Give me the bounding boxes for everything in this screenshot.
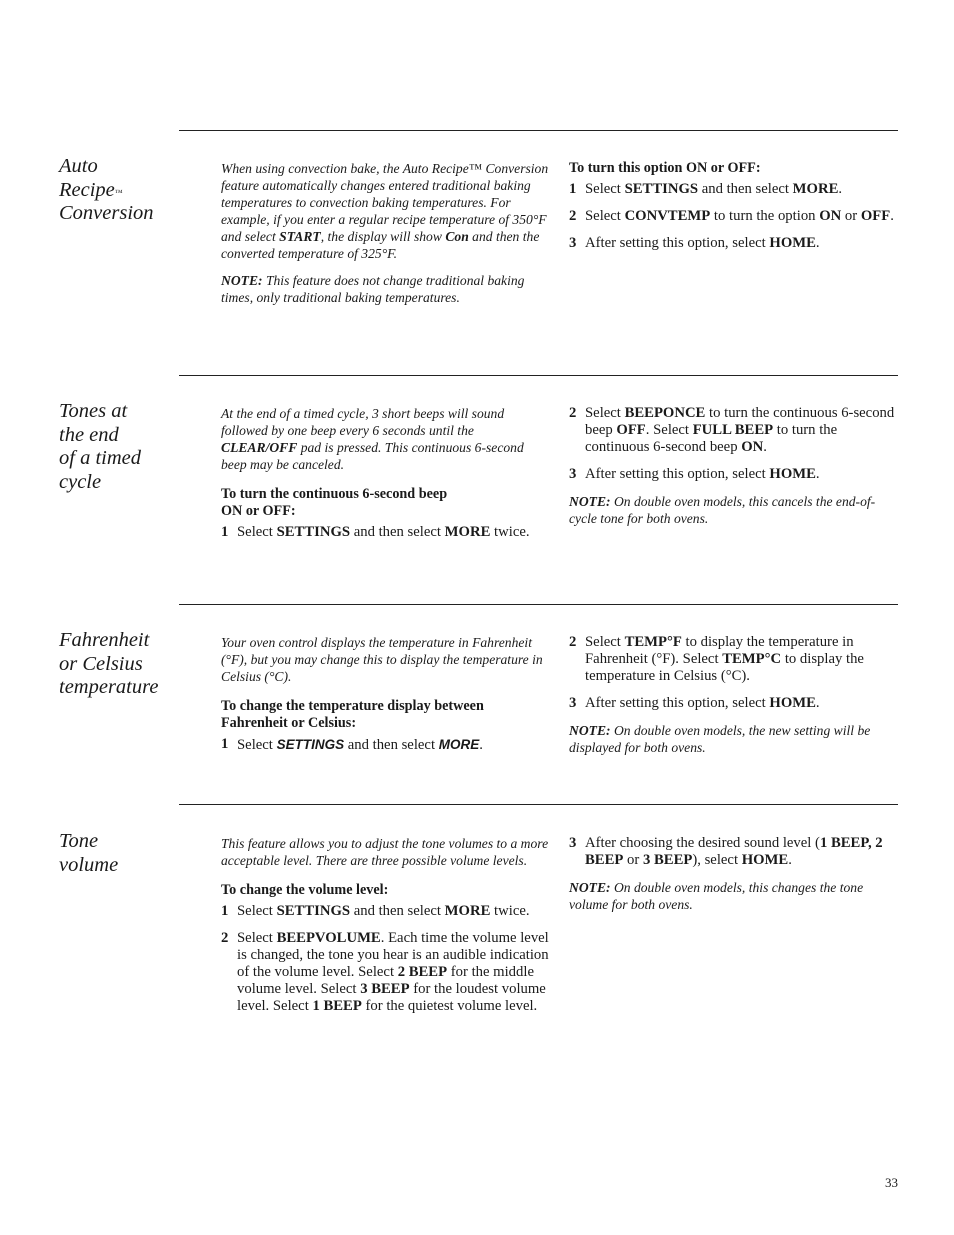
section-title-tones: Tones at the end of a timed cycle	[59, 400, 141, 493]
fahrenheit-intro: Your oven control displays the temperature in Fahrenheit (°F), but you may change this to display the temperature in Celsius (°C).	[221, 635, 543, 684]
fahrenheit-subheading: To change the temperature display between Fahrenheit or Celsius:	[221, 698, 484, 731]
step-item: 3 After setting this option, select HOME.	[569, 466, 820, 482]
section-divider	[179, 375, 898, 376]
tone-volume-steps-column	[569, 835, 898, 913]
step-item: 1 Select SETTINGS and then select MORE.	[569, 181, 843, 197]
tone-volume-intro: This feature allows you to adjust the tone volumes to a more acceptable level. There are three possible volume levels.	[221, 836, 549, 868]
step-item: 1 Select SETTINGS and then select MORE twice.	[221, 524, 530, 540]
section-title-auto-recipe: Auto Recipe™ Conversion	[59, 155, 154, 224]
tones-intro: At the end of a timed cycle, 3 short beeps will sound followed by one beep every 6 seconds until the CLEAR/OFF pad is pressed. This continuous 6-second beep may be canceled.	[221, 406, 524, 472]
section-title-tone-volume: Tone volume	[59, 830, 119, 876]
tone-volume-note: NOTE: On double oven models, this changes the tone volume for both ovens.	[569, 880, 864, 912]
step-item: 3 After setting this option, select HOME.	[569, 695, 820, 711]
step-item: 1 Select SETTINGS and then select MORE twice.	[221, 903, 530, 919]
auto-recipe-subheading: To turn this option ON or OFF:	[569, 160, 761, 176]
step-item: 3 After setting this option, select HOME.	[569, 235, 820, 251]
auto-recipe-intro: When using convection bake, the Auto Recipe™ Conversion feature automatically changes entered traditional baking temperatures to convection baking temperatures. For example, if you enter a regular recipe temperature of 350°F and select START, the display will show Con and then the converted temperature of 325°F.	[221, 161, 549, 261]
page-number: 33	[885, 1175, 898, 1190]
tone-volume-subheading: To change the volume level:	[221, 882, 389, 898]
step-item: 2 Select BEEPVOLUME. Each time the volume level is changed, the tone you hear is an audible indication of the volume level. Select 2 BEEP for the middle volume level. Select 3 BEEP for the loudest volume level. Select 1 BEEP for the quietest volume level.	[221, 930, 549, 1014]
section-title-fahrenheit: Fahrenheit or Celsius temperature	[59, 629, 159, 698]
step-item: 3 After choosing the desired sound level (1 BEEP, 2 BEEP or 3 BEEP), select HOME.	[569, 835, 883, 868]
tones-steps-column	[569, 405, 898, 527]
step-item: 2 Select BEEPONCE to turn the continuous 6-second beep OFF. Select FULL BEEP to turn the continuous 6-second beep ON.	[569, 405, 895, 455]
tone-volume-intro-column	[221, 835, 551, 1025]
section-divider	[179, 804, 898, 805]
auto-recipe-steps-column	[569, 160, 898, 262]
section-divider	[179, 604, 898, 605]
tones-intro-column	[221, 405, 551, 551]
step-item: 2 Select TEMP°F to display the temperature in Fahrenheit (°F). Select TEMP°C to display the temperature in Celsius (°C).	[569, 634, 864, 684]
step-item: 2 Select CONVTEMP to turn the option ON or OFF.	[569, 208, 894, 224]
fahrenheit-intro-column	[221, 634, 551, 764]
tones-note: NOTE: On double oven models, this cancels the end-of-cycle tone for both ovens.	[569, 494, 876, 526]
auto-recipe-intro-column	[221, 160, 551, 306]
fahrenheit-note: NOTE: On double oven models, the new setting will be displayed for both ovens.	[569, 723, 871, 755]
fahrenheit-steps-column	[569, 634, 898, 756]
step-item: 1 Select SETTINGS and then select MORE.	[221, 736, 483, 753]
tones-subheading: To turn the continuous 6-second beep ON or OFF:	[221, 486, 448, 519]
auto-recipe-note: NOTE: This feature does not change traditional baking times, only traditional baking temperatures.	[221, 273, 525, 305]
section-divider	[179, 130, 898, 131]
